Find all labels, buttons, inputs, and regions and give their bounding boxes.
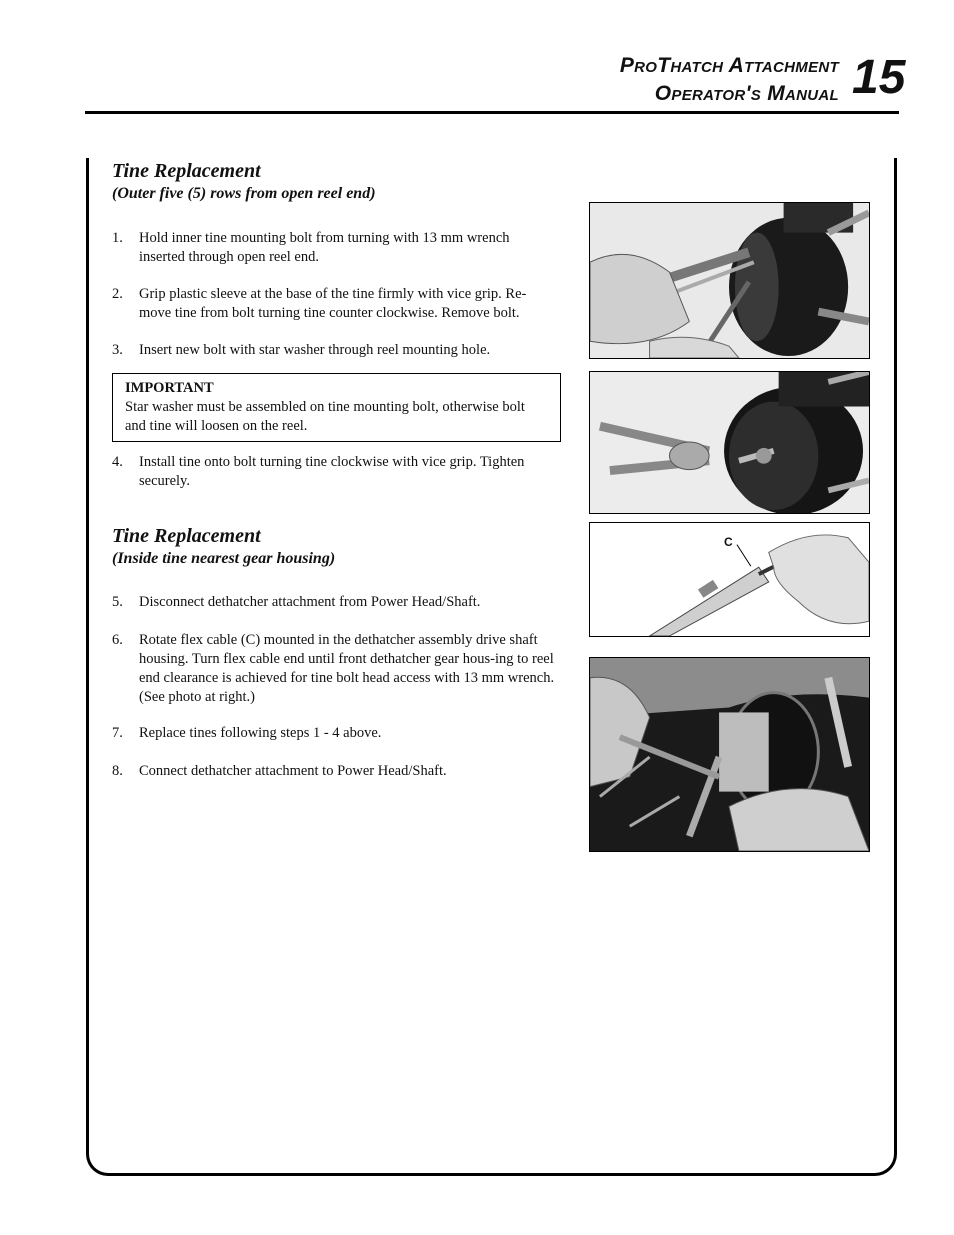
section1-title: Tine Replacement [112, 160, 261, 182]
step-3 [112, 341, 558, 360]
step-number: 7. [112, 725, 123, 741]
step-6 [112, 631, 558, 707]
manual-title-line1: ProThatch Attachment [619, 54, 839, 77]
step-4 [112, 453, 558, 491]
photo-gear-housing [589, 657, 870, 852]
section2-title: Tine Replacement [112, 525, 261, 547]
step-number: 4. [112, 454, 123, 470]
photo-vice-grip-wrench [589, 202, 870, 359]
step-text: Rotate flex cable (C) mounted in the dethatcher assembly drive shaft housing. Turn flex cable end until front dethatcher gear hous-ing to reel end clearance is achieved for tine bolt head access with 13 mm wrench. (See photo at right.) [139, 632, 555, 705]
step-text: Grip plastic sleeve at the base of the tine firmly with vice grip. Re-move tine from bolt turning tine counter clockwise. Remove bolt. [139, 286, 527, 321]
manual-title [620, 52, 839, 108]
page-number: 15 [852, 51, 906, 104]
step-2 [112, 285, 558, 323]
step-text: Insert new bolt with star washer through reel mounting hole. [139, 342, 491, 358]
step-text: Hold inner tine mounting bolt from turning with 13 mm wrench inserted through open reel end. [139, 230, 510, 265]
step-5 [112, 593, 558, 612]
step-text: Install tine onto bolt turning tine clockwise with vice grip. Tighten securely. [139, 454, 525, 489]
section1-subtitle: (Outer five (5) rows from open reel end) [112, 185, 376, 202]
important-notice [112, 373, 561, 442]
step-text: Replace tines following steps 1 - 4 above. [139, 725, 382, 741]
callout-c-label: C [724, 535, 733, 549]
step-1 [112, 229, 558, 267]
step-number: 2. [112, 286, 123, 302]
step-number: 5. [112, 594, 123, 610]
step-number: 6. [112, 632, 123, 648]
step-text: Disconnect dethatcher attachment from Power Head/Shaft. [139, 594, 481, 610]
photo-flex-cable [589, 522, 870, 637]
important-heading: IMPORTANT [125, 380, 214, 396]
step-text: Connect dethatcher attachment to Power Head/Shaft. [139, 763, 447, 779]
section2-subtitle: (Inside tine nearest gear housing) [112, 550, 336, 567]
step-number: 1. [112, 230, 123, 246]
header-rule [85, 111, 899, 114]
important-text: Star washer must be assembled on tine mounting bolt, otherwise bolt and tine will loosen on the reel. [125, 399, 525, 434]
step-number: 3. [112, 342, 123, 358]
photo-install-tine [589, 371, 870, 514]
step-number: 8. [112, 763, 123, 779]
step-7 [112, 724, 558, 743]
manual-title-line2: Operator's Manual [654, 82, 839, 105]
step-8 [112, 762, 558, 781]
